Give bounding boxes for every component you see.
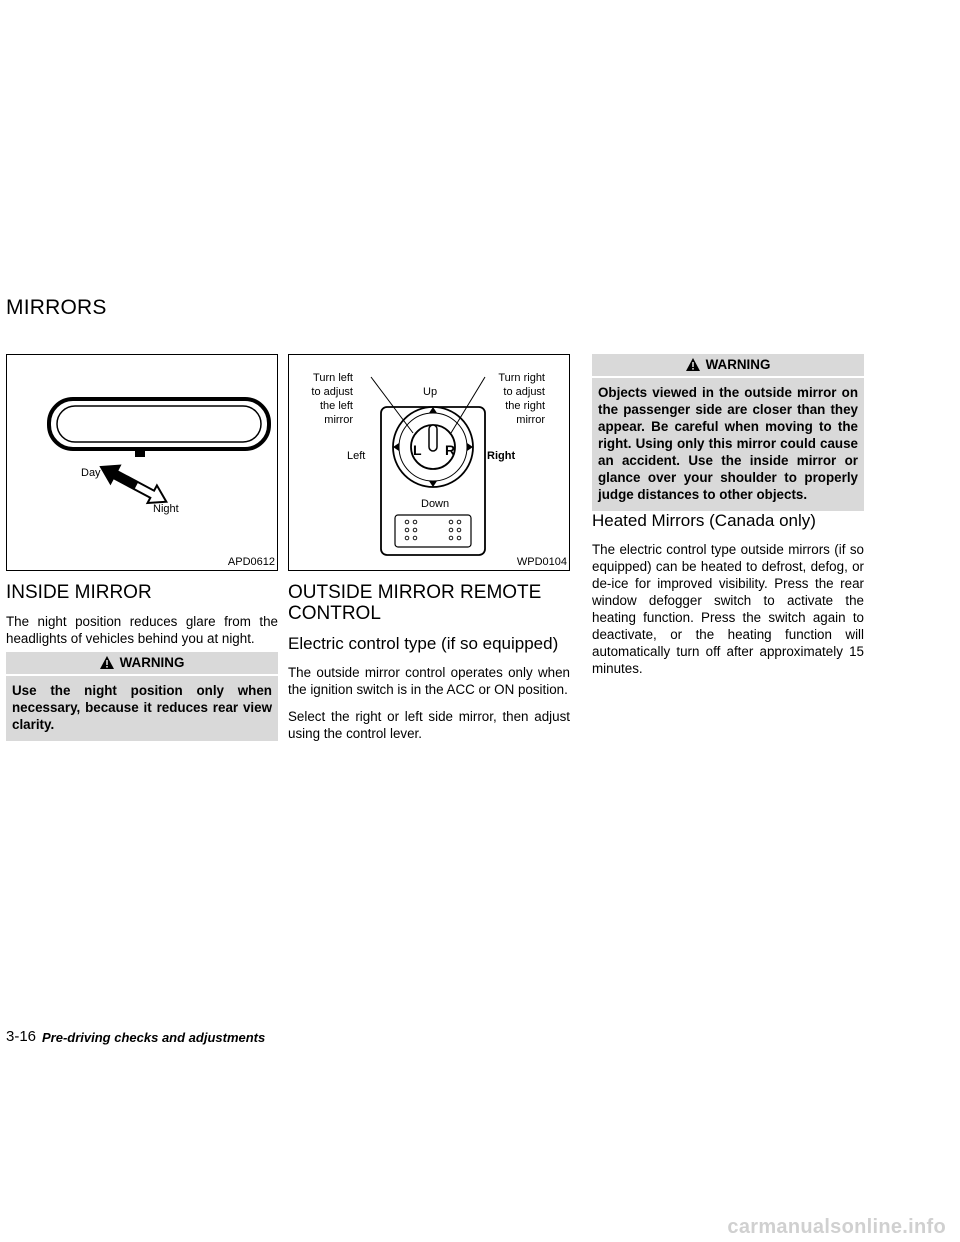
turn-right-line4: mirror xyxy=(516,414,545,426)
warning-text: Use the night position only when necessary, because it reduces rear view clarity. xyxy=(12,683,272,732)
r-label: R xyxy=(445,442,456,458)
page-number: 3-16 xyxy=(6,1028,37,1045)
warning-label: WARNING xyxy=(705,357,771,372)
mirror-control-illustration xyxy=(289,355,569,570)
outside-mirror-para1: The outside mirror control operates only when the ignition switch is in the ACC or ON position. xyxy=(288,665,570,697)
chapter-title: Pre-driving checks and adjustments xyxy=(42,1030,266,1045)
left-label: Left xyxy=(347,450,366,462)
warning-header xyxy=(592,354,864,378)
inside-mirror-section xyxy=(6,582,278,647)
heated-mirrors-section xyxy=(592,511,864,677)
heated-mirrors-heading: Heated Mirrors (Canada only) xyxy=(592,511,816,530)
inside-mirror-warning xyxy=(6,652,278,741)
figure-inside-mirror xyxy=(6,354,278,571)
turn-left-line3: the left xyxy=(319,400,353,412)
outside-mirror-section xyxy=(288,582,570,742)
outside-mirror-heading-line2: CONTROL xyxy=(288,603,381,624)
figure-id: APD0612 xyxy=(227,556,275,568)
inside-mirror-heading: INSIDE MIRROR xyxy=(6,582,152,603)
warning-label: WARNING xyxy=(119,655,185,670)
warning-triangle-icon xyxy=(100,654,114,676)
turn-left-line1: Turn left xyxy=(313,372,353,384)
inside-mirror-text: The night position reduces glare from the headlights of vehicles behind you at night. xyxy=(6,614,278,646)
l-label: L xyxy=(413,442,422,458)
section-title: MIRRORS xyxy=(6,296,107,319)
warning-triangle-icon xyxy=(686,356,700,378)
outside-mirror-para2: Select the right or left side mirror, then adjust using the control lever. xyxy=(288,709,570,741)
warning-text: Objects viewed in the outside mirror on the passenger side are closer than they appear. Be careful when moving to the right. Using only this mirror could cause an accident. Use the inside mirror or glance over your shoulder to properly judge distances to other objects. xyxy=(598,385,858,502)
day-label: Day xyxy=(81,467,101,479)
turn-right-line3: the right xyxy=(505,400,545,412)
turn-left-line2: to adjust xyxy=(311,386,353,398)
watermark-text: carmanualsonline.info xyxy=(727,1216,946,1238)
inside-mirror-illustration xyxy=(7,355,277,570)
down-label: Down xyxy=(421,498,450,510)
warning-header xyxy=(6,652,278,676)
figure-mirror-control xyxy=(288,354,570,571)
night-label: Night xyxy=(153,503,179,515)
watermark-bar xyxy=(0,1212,960,1242)
up-label: Up xyxy=(423,386,438,398)
turn-right-line2: to adjust xyxy=(503,386,545,398)
outside-mirror-heading-line1: OUTSIDE MIRROR REMOTE xyxy=(288,582,542,603)
figure-id: WPD0104 xyxy=(516,556,567,568)
heated-mirrors-text: The electric control type outside mirrors (if so equipped) can be heated to defrost, defog, or de-ice for improved visibility. Press the rear window defogger switch to activate the heating function. Press the switch again to deactivate, or the heating function will automatically turn off after approximately 15 minutes. xyxy=(592,542,864,676)
turn-left-line4: mirror xyxy=(324,414,353,426)
electric-control-subheading: Electric control type (if so equipped) xyxy=(288,634,559,653)
right-label: Right xyxy=(487,450,516,462)
outside-mirror-warning xyxy=(592,354,864,511)
turn-right-line1: Turn right xyxy=(498,372,545,384)
